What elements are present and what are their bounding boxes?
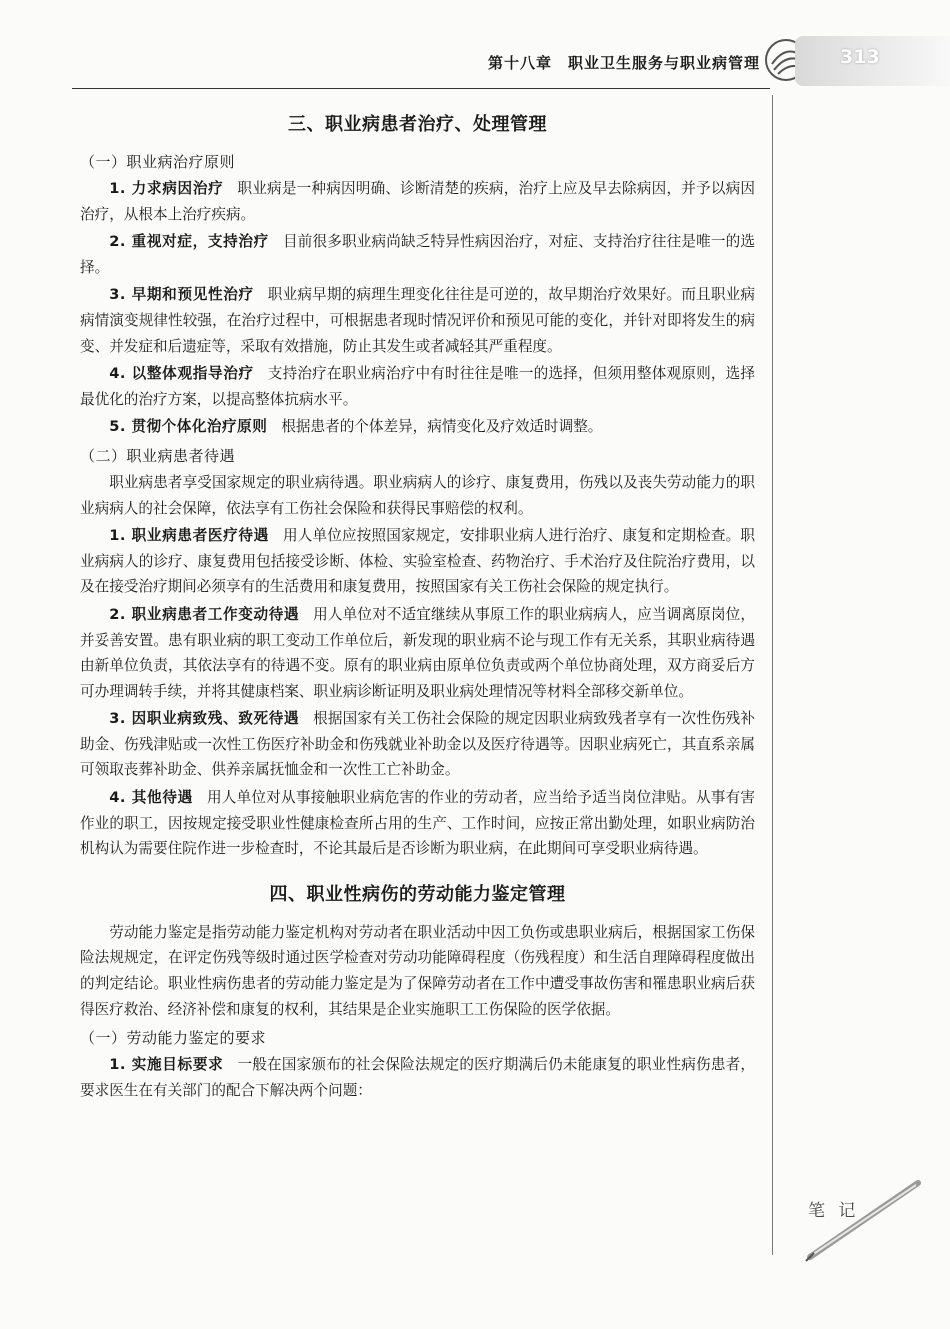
item-term: 5. 贯彻个体化治疗原则 [109,418,268,436]
item-term: 4. 以整体观指导治疗 [109,365,254,383]
item-term: 1. 实施目标要求 [109,1056,224,1074]
principle-item [80,229,755,280]
pencil-icon [800,1175,930,1265]
item-text: 目前很多职业病尚缺乏特异性病因治疗，对症、支持治疗往往是唯一的选择。 [80,233,756,276]
section3-sub2-intro: 职业病患者享受国家规定的职业病待遇。职业病病人的诊疗、康复费用，伤残以及丧失劳动能力的职业病病人的社会保障，依法享有工伤社会保险和获得民事赔偿的权利。 [80,473,755,517]
section3-sub1-heading: （一）职业病治疗原则 [80,153,236,171]
section3-sub2-heading: （二）职业病患者待遇 [80,446,236,465]
item-term: 1. 力求病因治疗 [109,180,224,197]
treatment-item [80,523,755,600]
item-text: 职业病早期的病理生理变化往往是可逆的，故早期治疗效果好。而且职业病病情演变规律性较强，在治疗过程中，可根据患者现时情况评价和预见可能的变化，并针对即将发生的病变、并发症和后遗症等，采取有效措施，防止其发生或者减轻其严重程度。 [80,286,755,355]
principle-item [80,282,755,359]
item-text: 根据患者的个体差异，病情变化及疗效适时调整。 [281,418,603,436]
section4-intro: 劳动能力鉴定是指劳动能力鉴定机构对劳动者在职业活动中因工负伤或患职业病后，根据国家工伤保险法规规定，在评定伤残等级时通过医学检查对劳动功能障碍程度（伤残程度）和生活自理障碍程度做出的判定结论。职业性病伤患者的劳动能力鉴定是为了保障劳动者在工作中遭受事故伤害和罹患职业病后获得医疗救治、经济补偿和康复的权利，其结果是企业实施职工工伤保险的医学依据。 [80,923,755,1018]
item-term: 4. 其他待遇 [109,789,193,807]
item-term: 3. 早期和预见性治疗 [109,286,254,304]
principle-item [80,414,755,440]
notes-margin-rule [772,95,773,1255]
item-term: 3. 因职业病致残、致死待遇 [109,710,300,728]
item-text: 用人单位对从事接触职业病危害的作业的劳动者，应当给予适当岗位津贴。从事有害作业的职工，因按规定接受职业性健康检查所占用的生产、工作时间，应按正常出勤处理，如职业病防治机构认为需要住院作进一步检查时，不论其最后是否诊断为职业病，在此期间可享受职业病待遇。 [80,789,755,858]
treatment-item [80,706,755,783]
page-content [80,108,755,1105]
item-text: 用人单位应按照国家规定，安排职业病人进行治疗、康复和定期检查。职业病病人的诊疗、康复费用包括接受诊断、体检、实验室检查、药物治疗、手术治疗及住院治疗费用，以及在接受治疗期间必须享有的生活费用和康复费用，按照国家有关工伤社会保险的规定执行。 [80,527,756,596]
principle-item [80,361,755,412]
item-text: 支持治疗在职业病治疗中有时往往是唯一的选择，但须用整体观原则，选择最优化的治疗方案，以提高整体抗病水平。 [80,365,755,408]
item-text: 一般在国家颁布的社会保险法规定的医疗期满后仍未能康复的职业性病伤患者，要求医生在有关部门的配合下解决两个问题： [80,1056,755,1099]
item-term: 1. 职业病患者医疗待遇 [109,527,269,545]
item-term: 2. 重视对症，支持治疗 [109,233,269,251]
chapter-title: 第十八章 职业卫生服务与职业病管理 [487,54,760,72]
treatment-item [80,602,755,704]
item-term: 2. 职业病患者工作变动待遇 [109,605,300,623]
requirement-item [80,1052,755,1103]
item-text: 用人单位对不适宜继续从事原工作的职业病病人，应当调离原岗位，并妥善安置。患有职业病的职工变动工作单位后，新发现的职业病不论与现工作有无关系，其职业病待遇由新单位负责，其依法享有的待遇不变。原有的职业病由原单位负责或两个单位协商处理，双方商妥后方可办理调转手续，并将其健康档案、职业病诊断证明及职业病处理情况等材料全部移交新单位。 [80,605,755,700]
section4-sub1-heading: （一）劳动能力鉴定的要求 [80,1029,267,1048]
principle-item [80,176,755,227]
treatment-item [80,785,755,862]
item-text: 根据国家有关工伤社会保险的规定因职业病致残者享有一次性伤残补助金、伤残津贴或一次性工伤医疗补助金和伤残就业补助金以及医疗待遇等。因职业病死亡，其直系亲属可领取丧葬补助金、供养亲属抚恤金和一次性工亡补助金。 [80,710,755,779]
page-number: 313 [840,46,880,68]
header-rule [72,88,770,89]
notes-label: 笔 记 [808,1201,860,1221]
section3-title: 三、职业病患者治疗、处理管理 [288,114,547,135]
section4-title: 四、职业性病伤的劳动能力鉴定管理 [269,883,566,905]
item-text: 职业病是一种病因明确、诊断清楚的疾病，治疗上应及早去除病因，并予以病因治疗，从根本上治疗疾病。 [80,180,755,223]
